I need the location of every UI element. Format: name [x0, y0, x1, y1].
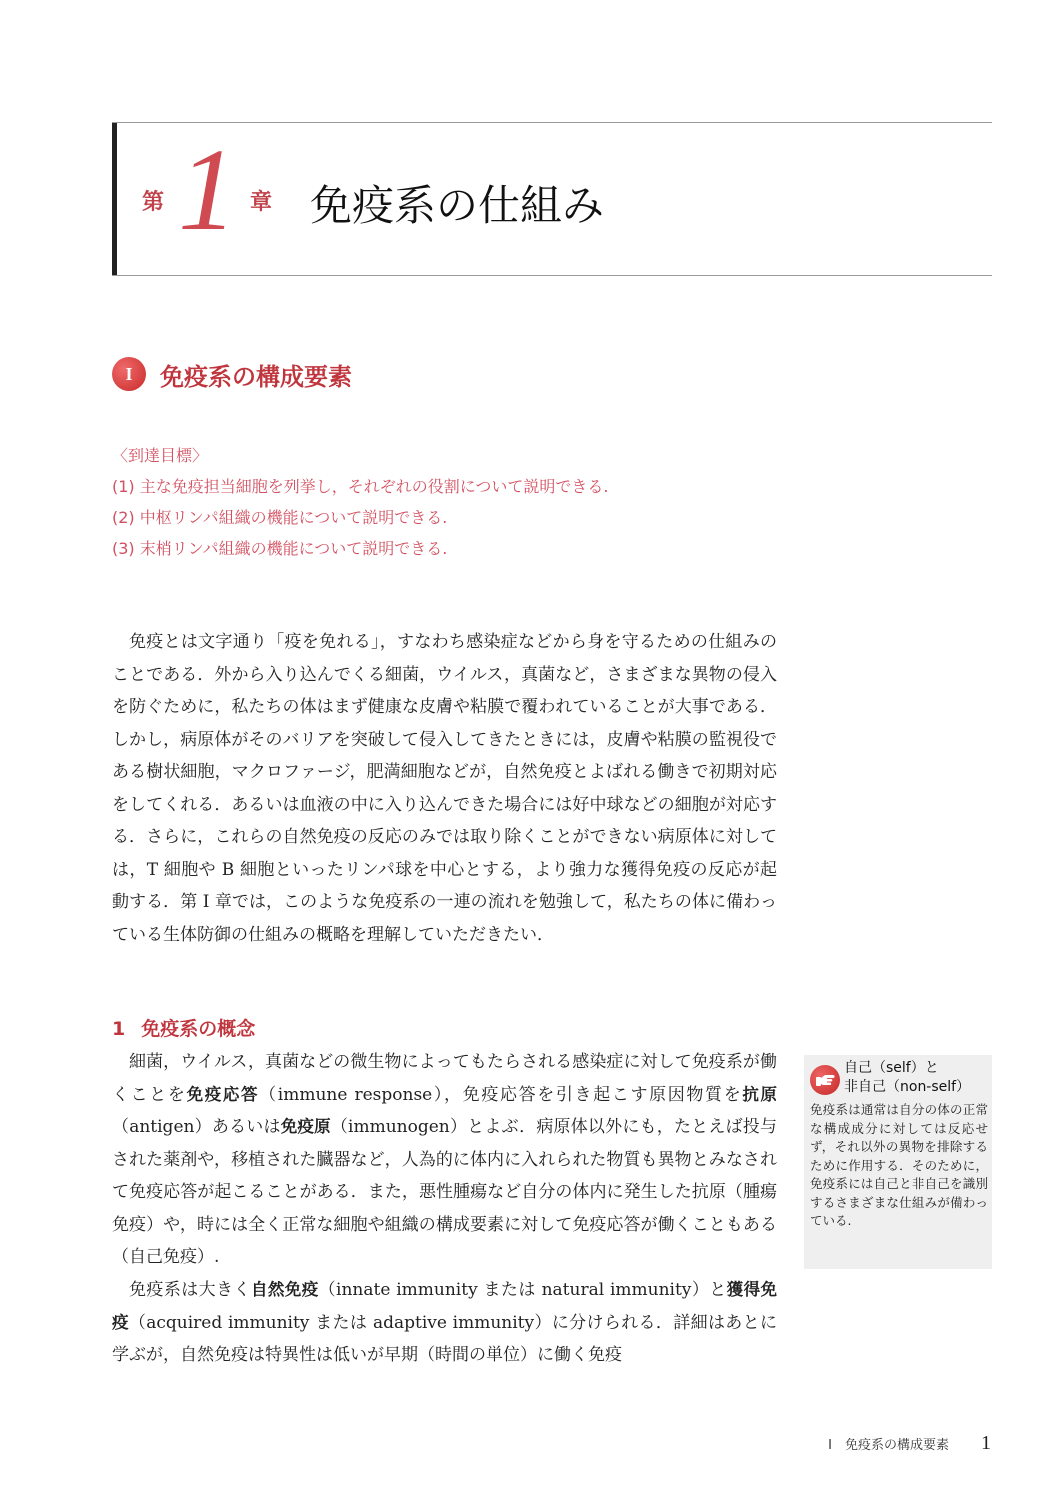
section-title: 免疫系の構成要素 [160, 363, 352, 391]
sidebar-title-line: 自己（self）と [844, 1060, 939, 1076]
text-run: 免疫系は大きく [129, 1280, 251, 1300]
subsection-title: 免疫系の概念 [141, 1018, 256, 1040]
chapter-suffix: 章 [250, 189, 273, 215]
page-number: 1 [981, 1432, 991, 1454]
term-antigen: 抗原 [742, 1084, 778, 1104]
sidebar-title-line: 非自己（non-self） [844, 1079, 971, 1095]
text-run: （acquired immunity または adaptive immunity）に分けられる．詳細はあとに学ぶが，自然免疫は特異性は低いが早期（時間の単位）に働く免疫 [112, 1312, 777, 1365]
concept-paragraph [112, 1274, 777, 1372]
sidebar-note [804, 1055, 992, 1269]
text-run: （immune response），免疫応答を引き起こす原因物質を [259, 1084, 743, 1105]
intro-paragraph: 免疫とは文字通り「疫を免れる」，すなわち感染症などから身を守るための仕組みのことである．外から入り込んでくる細菌，ウイルス，真菌など，さまざまな異物の侵入を防ぐために，私たちの体はまず健康な皮膚や粘膜で覆われていることが大事である．しかし，病原体がそのバリアを突破して侵入してきたときには，皮膚や粘膜の監視役である樹状細胞，マクロファージ，肥満細胞などが，自然免疫とよばれる働きで初期対応をしてくれる．あるいは血液の中に入り込んできた場合には好中球などの細胞が対応する．さらに，これらの自然免疫の反応のみでは取り除くことができない病原体に対しては，T 細胞や B 細胞といったリンパ球を中心とする，より強力な獲得免疫の反応が起動する．第 I 章では，このような免疫系の一連の流れを勉強して，私たちの体に備わっている生体防御の仕組みの概略を理解していただきたい． [112, 632, 777, 945]
page-footer [828, 1432, 991, 1455]
subsection-number: 1 [112, 1018, 126, 1040]
chapter-prefix: 第 [142, 189, 165, 215]
chapter-title: 免疫系の仕組み [310, 181, 605, 230]
learning-objectives [112, 440, 832, 564]
term-immune-response: 免疫応答 [186, 1084, 260, 1104]
term-innate-immunity: 自然免疫 [250, 1280, 319, 1299]
section-number-badge: I [112, 357, 146, 391]
sidebar-body: 免疫系は通常は自分の体の正常な構成成分に対しては反応せず，それ以外の異物を排除するために作用する．そのために，免疫系には自己と非自己を識別するさまざまな仕組みが備わっている. [810, 1102, 988, 1228]
concept-paragraph [112, 1046, 777, 1274]
objective-item: (3) 末梢リンパ組織の機能について説明できる. [112, 539, 448, 558]
chapter-number: 1 [178, 124, 237, 255]
text-run: （immunogen）とよぶ．病原体以外にも，たとえば投与された薬剤や，移植された臓器など，人為的に体内に入れられた物質も異物とみなされて免疫応答が起こることがある．また，悪性腫瘍など自分の体内に発生した抗原（腫瘍免疫）や，時には全く正常な細胞や組織の構成要素に対して免疫応答が働くこともある（自己免疫）. [112, 1117, 778, 1267]
text-run: 細菌，ウイルス，真菌などの微生物によってもたらされる感染症に対して免疫系が働くことを [112, 1052, 777, 1105]
text-run: （antigen）あるいは [112, 1117, 281, 1137]
running-footer-section: I 免疫系の構成要素 [828, 1438, 949, 1453]
subsection-heading [112, 1014, 255, 1041]
objective-item: (1) 主な免疫担当細胞を列挙し，それぞれの役割について説明できる. [112, 477, 609, 496]
chapter-header [112, 122, 992, 276]
term-acquired-immunity: 獲得免疫 [112, 1280, 778, 1332]
text-run: （innate immunity または natural immunity）と [318, 1280, 727, 1300]
objective-item: (2) 中枢リンパ組織の機能について説明できる. [112, 508, 448, 527]
term-immunogen: 免疫原 [280, 1117, 331, 1136]
chapter-accent-bar [112, 123, 117, 275]
sidebar-title [844, 1059, 989, 1097]
objectives-heading: 〈到達目標〉 [112, 446, 209, 465]
pointing-hand-icon [810, 1065, 840, 1095]
